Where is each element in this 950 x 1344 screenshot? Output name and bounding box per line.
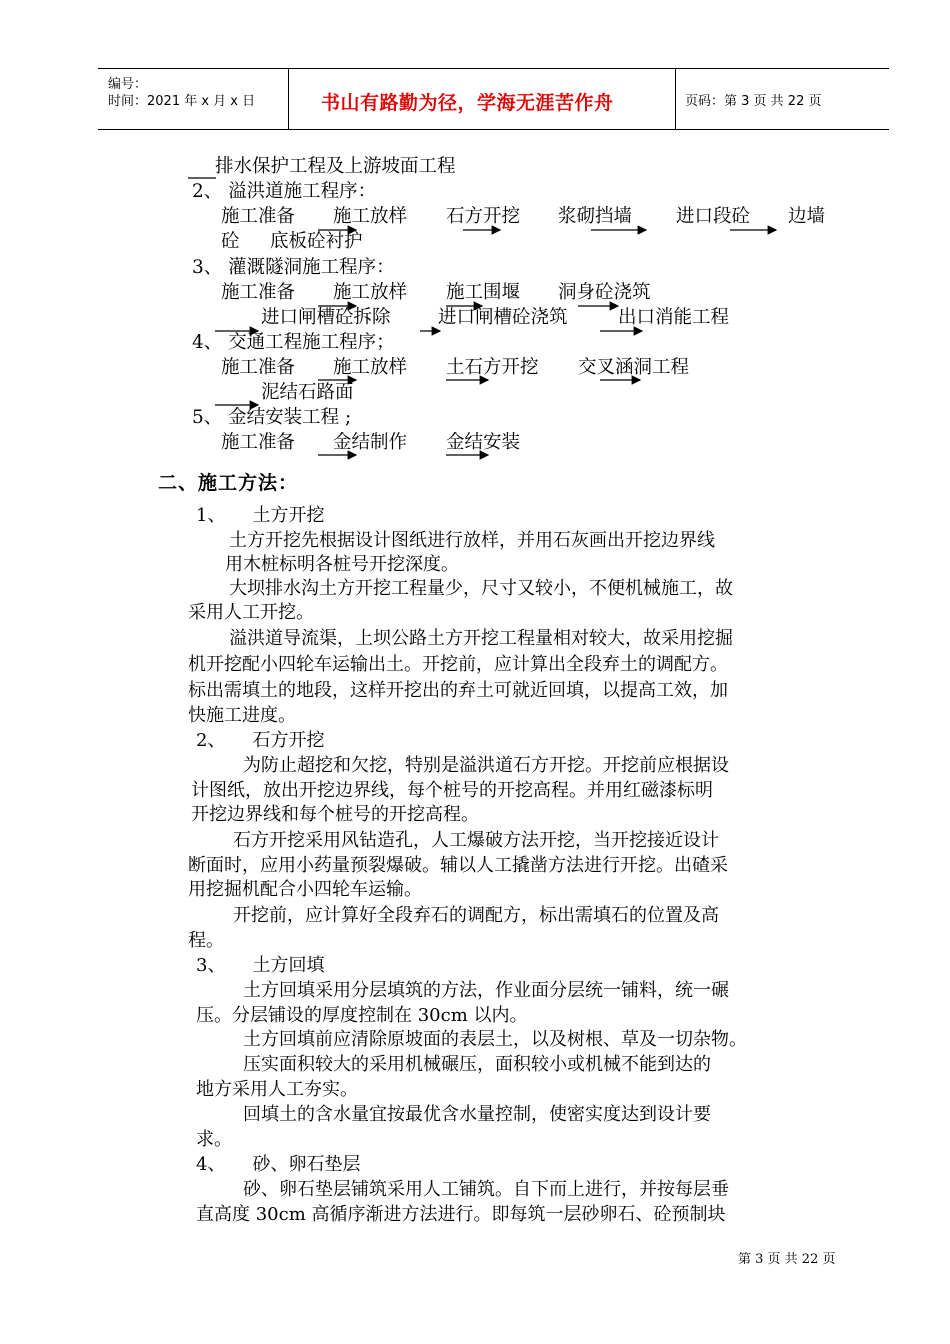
procedure-step: 泥结石路面 <box>261 382 354 403</box>
paragraph-line: 回填土的含水量宜按最优含水量控制，使密实度达到设计要 <box>243 1104 711 1125</box>
subsection-title: 2、 石方开挖 <box>196 730 325 751</box>
procedure-step: 施工准备 <box>221 282 296 303</box>
paragraph-line: 程。 <box>188 930 224 951</box>
procedure-step: 交叉涵洞工程 <box>578 357 690 378</box>
page-number-info: 页码：第 3 页 共 22 页 <box>685 94 822 109</box>
paragraph-line: 计图纸，放出开挖边界线，每个桩号的开挖高程。并用红磁漆标明 <box>191 780 713 801</box>
paragraph-line: 压。分层铺设的厚度控制在 30cm 以内。 <box>196 1005 528 1026</box>
procedure-step: 施工放样 <box>333 282 408 303</box>
procedure-step: 出口消能工程 <box>618 307 730 328</box>
procedure-step: 施工放样 <box>333 206 408 227</box>
procedure-step: 施工准备 <box>221 357 296 378</box>
procedure-step: 施工围堰 <box>446 282 521 303</box>
paragraph-line: 石方开挖采用风钻造孔，人工爆破方法开挖，当开挖接近设计 <box>233 830 719 851</box>
procedure-step: 进口闸槽砼拆除 <box>261 307 391 328</box>
procedure-step: 进口段砼 <box>676 206 751 227</box>
procedure-step: 金结安装 <box>446 432 521 453</box>
procedure-step: 土石方开挖 <box>446 357 539 378</box>
paragraph-line: 快施工进度。 <box>188 705 296 726</box>
paragraph-line: 土方开挖先根据设计图纸进行放样，并用石灰画出开挖边界线 <box>229 530 715 551</box>
section-heading: 二、施工方法： <box>158 472 299 494</box>
paragraph-line: 溢洪道导流渠，上坝公路土方开挖工程量相对较大，故采用挖掘 <box>229 628 733 649</box>
procedure-step: 砼 <box>221 231 240 252</box>
date-label: 时间：2021 年 x 月 x 日 <box>108 94 256 109</box>
flow-arrows <box>0 0 950 470</box>
paragraph-line: 采用人工开挖。 <box>188 602 314 623</box>
procedure-step: 施工准备 <box>221 206 296 227</box>
procedure-step: 进口闸槽砼浇筑 <box>438 307 568 328</box>
paragraph-line: 压实面积较大的采用机械碾压，面积较小或机械不能到达的 <box>243 1054 711 1075</box>
page-footer: 第 3 页 共 22 页 <box>738 1252 836 1267</box>
paragraph-line: 用挖掘机配合小四轮车运输。 <box>188 879 422 900</box>
paragraph-line: 地方采用人工夯实。 <box>196 1079 358 1100</box>
procedure-step: 底板砼衬护 <box>270 231 363 252</box>
paragraph-line: 为防止超挖和欠挖，特别是溢洪道石方开挖。开挖前应根据设 <box>243 755 729 776</box>
paragraph-line: 机开挖配小四轮车运输出土。开挖前，应计算出全段弃土的调配方。 <box>188 654 728 675</box>
paragraph-line: 开挖前，应计算好全段弃石的调配方，标出需填石的位置及高 <box>233 905 719 926</box>
paragraph-line: 断面时，应用小药量预裂爆破。辅以人工撬凿方法进行开挖。出碴采 <box>188 855 728 876</box>
serial-number-label: 编号： <box>108 77 148 92</box>
procedure-step: 施工准备 <box>221 432 296 453</box>
procedure-step: 边墙 <box>788 206 826 227</box>
procedure-title-metal: 5、 金结安装工程 ; <box>192 407 352 428</box>
paragraph-line: 直高度 30cm 高循序渐进方法进行。即每筑一层砂卵石、砼预制块 <box>196 1204 726 1225</box>
subsection-title: 3、 土方回填 <box>196 955 325 976</box>
subsection-title: 4、 砂、卵石垫层 <box>196 1154 361 1175</box>
paragraph-line: 用木桩标明各桩号开挖深度。 <box>225 554 459 575</box>
procedure-step: 石方开挖 <box>446 206 521 227</box>
paragraph-line: 标出需填土的地段，这样开挖出的弃土可就近回填，以提高工效，加 <box>188 680 728 701</box>
procedure-title-traffic: 4、 交通工程施工程序； <box>192 332 395 353</box>
procedure-title-tunnel: 3、 灌溉隧洞施工程序： <box>192 257 395 278</box>
procedure-line: 排水保护工程及上游坡面工程 <box>215 156 456 177</box>
procedure-step: 浆砌挡墙 <box>558 206 633 227</box>
paragraph-line: 土方回填采用分层填筑的方法，作业面分层统一铺料，统一碾 <box>243 980 729 1001</box>
paragraph-line: 大坝排水沟土方开挖工程量少，尺寸又较小，不便机械施工，故 <box>229 578 733 599</box>
paragraph-line: 砂、卵石垫层铺筑采用人工铺筑。自下而上进行，并按每层垂 <box>243 1179 729 1200</box>
procedure-step: 洞身砼浇筑 <box>558 282 651 303</box>
procedure-title-spillway: 2、 溢洪道施工程序： <box>192 181 377 202</box>
subsection-title: 1、 土方开挖 <box>196 505 325 526</box>
procedure-step: 施工放样 <box>333 357 408 378</box>
paragraph-line: 土方回填前应清除原坡面的表层土，以及树根、草及一切杂物。 <box>243 1029 747 1050</box>
paragraph-line: 开挖边界线和每个桩号的开挖高程。 <box>191 804 479 825</box>
procedure-step: 金结制作 <box>333 432 408 453</box>
header-motto: 书山有路勤为径，学海无涯苦作舟 <box>321 92 614 114</box>
paragraph-line: 求。 <box>196 1129 232 1150</box>
